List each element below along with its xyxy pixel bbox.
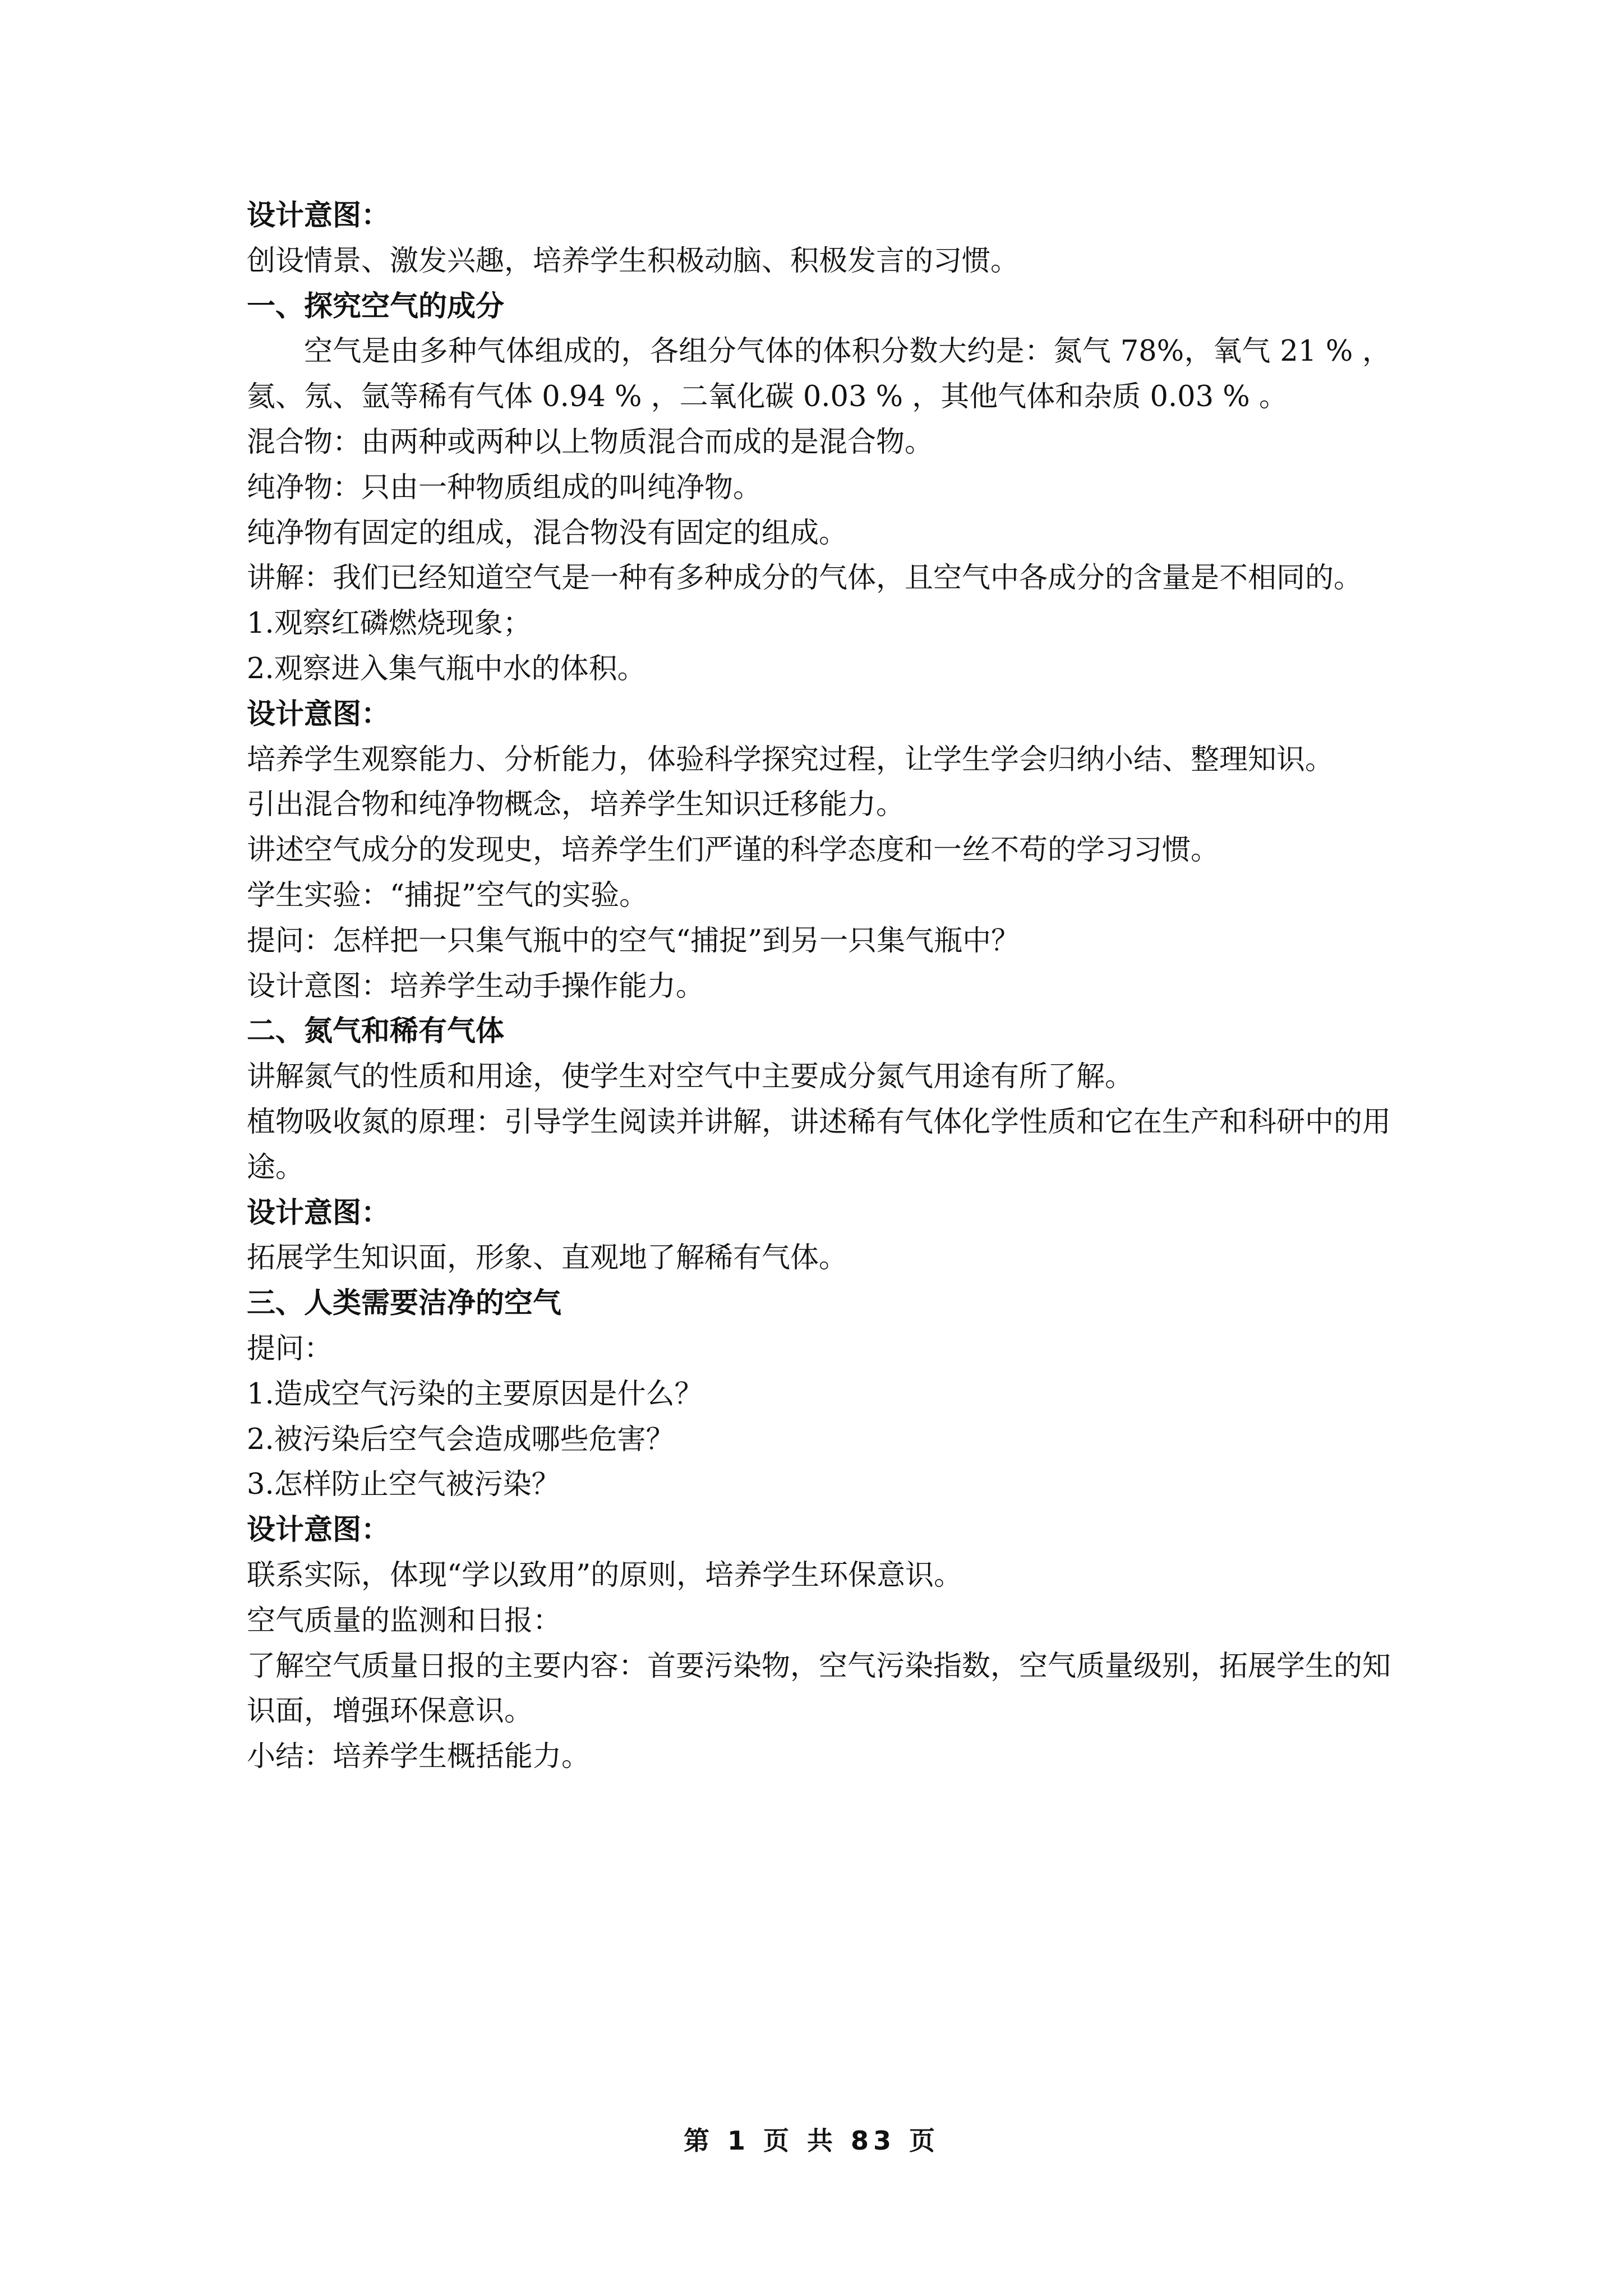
paragraph-student-experiment: 学生实验：“捕捉”空气的实验。 [247, 878, 648, 912]
section-heading-clean-air: 三、人类需要洁净的空气 [247, 1287, 562, 1320]
paragraph: 讲述空气成分的发现史，培养学生们严谨的科学态度和一丝不苟的学习习惯。 [247, 834, 1220, 867]
paragraph: 拓展学生知识面，形象、直观地了解稀有气体。 [247, 1241, 848, 1275]
document-body [247, 194, 1391, 1780]
paragraph: 纯净物有固定的组成，混合物没有固定的组成。 [247, 516, 848, 550]
paragraph-air-quality-report: 了解空气质量日报的主要内容：首要污染物，空气污染指数，空气质量级别，拓展学生的知识面，增强环保意识。 [247, 1649, 1391, 1728]
design-intent-heading: 设计意图： [247, 1196, 390, 1230]
list-item: 1.造成空气污染的主要原因是什么？ [247, 1377, 703, 1411]
paragraph: 空气质量的监测和日报： [247, 1604, 562, 1637]
paragraph: 创设情景、激发兴趣，培养学生积极动脑、积极发言的习惯。 [247, 244, 1020, 278]
design-intent-heading: 设计意图： [247, 199, 390, 232]
paragraph-question: 提问： [247, 1332, 333, 1365]
paragraph-mixture-definition: 混合物：由两种或两种以上物质混合而成的是混合物。 [247, 425, 934, 459]
paragraph-nitrogen-absorption: 植物吸收氮的原理：引导学生阅读并讲解，讲述稀有气体化学性质和它在生产和科研中的用途。 [247, 1105, 1391, 1184]
list-item: 3.怎样防止空气被污染？ [247, 1468, 560, 1502]
paragraph: 引出混合物和纯净物概念，培养学生知识迁移能力。 [247, 788, 905, 822]
paragraph-design-intent: 设计意图：培养学生动手操作能力。 [247, 969, 705, 1003]
list-item: 1.观察红磷燃烧现象； [247, 607, 532, 641]
paragraph: 联系实际，体现“学以致用”的原则，培养学生环保意识。 [247, 1558, 963, 1592]
section-heading-nitrogen: 二、氮气和稀有气体 [247, 1015, 505, 1048]
section-heading-air-composition: 一、探究空气的成分 [247, 289, 505, 323]
page-number: 第 1 页 共 83 页 [683, 2125, 940, 2156]
paragraph-pure-substance-definition: 纯净物：只由一种物质组成的叫纯净物。 [247, 471, 762, 504]
paragraph: 培养学生观察能力、分析能力，体验科学探究过程，让学生学会归纳小结、整理知识。 [247, 743, 1334, 776]
paragraph-summary: 小结：培养学生概括能力。 [247, 1740, 591, 1774]
paragraph-question: 提问：怎样把一只集气瓶中的空气“捕捉”到另一只集气瓶中？ [247, 924, 1020, 958]
design-intent-heading: 设计意图： [247, 1513, 390, 1547]
paragraph-air-composition: 空气是由多种气体组成的，各组分气体的体积分数大约是：氮气 78%，氧气 21 % ，氦、氖、氩等稀有气体 0.94 % ，二氧化碳 0.03 % ，其他气体和杂质 0.03 % 。 [247, 335, 1391, 414]
paragraph: 讲解氮气的性质和用途，使学生对空气中主要成分氮气用途有所了解。 [247, 1060, 1134, 1094]
design-intent-heading: 设计意图： [247, 697, 390, 731]
paragraph-explanation: 讲解：我们已经知道空气是一种有多种成分的气体，且空气中各成分的含量是不相同的。 [247, 562, 1363, 595]
list-item: 2.被污染后空气会造成哪些危害？ [247, 1423, 675, 1456]
list-item: 2.观察进入集气瓶中水的体积。 [247, 652, 646, 685]
